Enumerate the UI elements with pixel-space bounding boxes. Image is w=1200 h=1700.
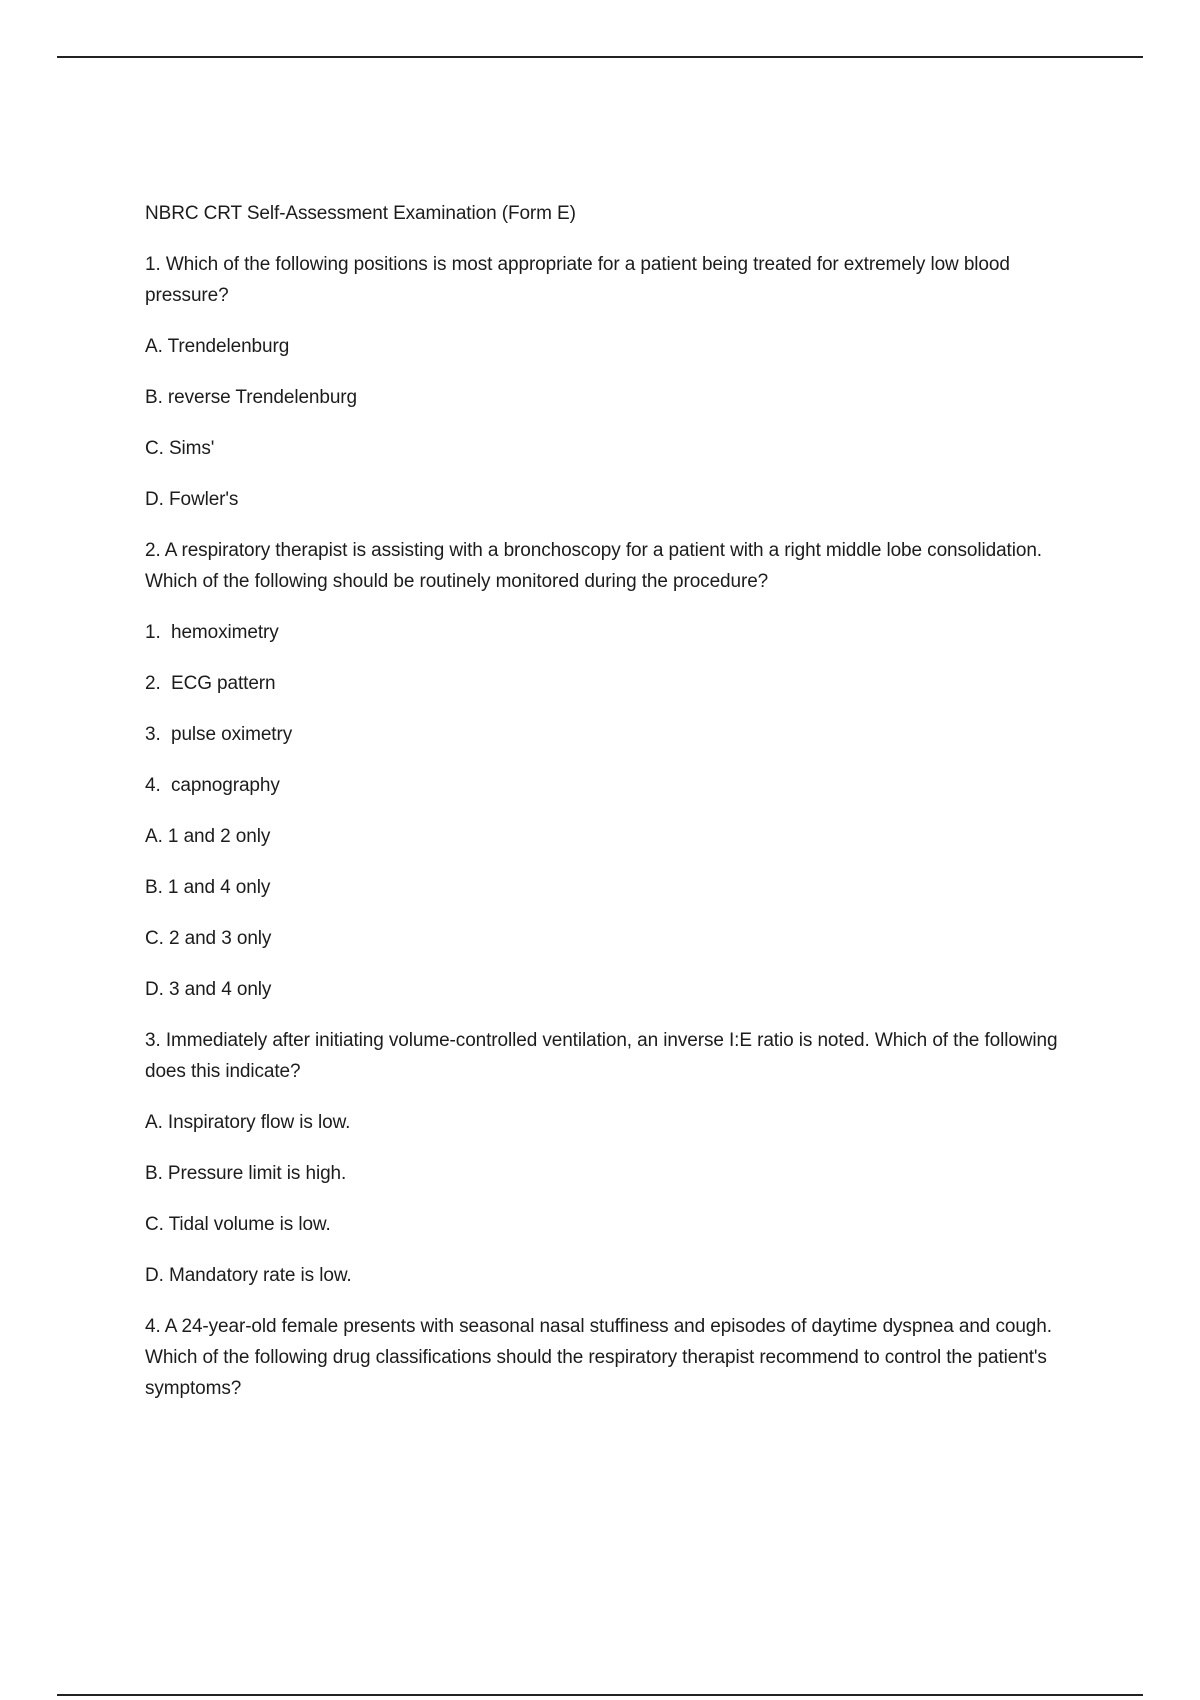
- question-2-item-3: [145, 719, 1095, 750]
- header-rule: [57, 56, 1143, 58]
- question-2-item-4: [145, 770, 1095, 801]
- question-4-stem: 4. A 24-year-old female presents with seasonal nasal stuffiness and episodes of daytime dyspnea and cough. Which of the following drug classifications should the respiratory therapist recommend to control the patient's symptoms?: [145, 1316, 1052, 1399]
- exam-title: NBRC CRT Self-Assessment Examination (Form E): [145, 203, 576, 224]
- question-1-option-b: B. reverse Trendelenburg: [145, 387, 357, 408]
- question-1-option-c: C. Sims': [145, 438, 215, 459]
- item-number: 3.: [145, 724, 161, 745]
- question-2-option-d: D. 3 and 4 only: [145, 979, 272, 1000]
- question-1-stem: 1. Which of the following positions is most appropriate for a patient being treated for extremely low blood pressure?: [145, 254, 1010, 306]
- question-2-option-a: A. 1 and 2 only: [145, 826, 271, 847]
- item-text: pulse oximetry: [171, 724, 293, 745]
- question-3-stem: 3. Immediately after initiating volume-controlled ventilation, an inverse I:E ratio is noted. Which of the following does this indicate?: [145, 1030, 1058, 1082]
- footer-rule: [57, 1694, 1143, 1696]
- item-number: 1.: [145, 622, 161, 643]
- item-number: 2.: [145, 673, 161, 694]
- item-text: ECG pattern: [171, 673, 276, 694]
- question-3-option-c: C. Tidal volume is low.: [145, 1214, 331, 1235]
- question-2-option-b: B. 1 and 4 only: [145, 877, 271, 898]
- question-2-item-2: [145, 668, 1095, 699]
- document-body: [145, 198, 1095, 1424]
- question-2-stem: 2. A respiratory therapist is assisting with a bronchoscopy for a patient with a right middle lobe consolidation. Which of the following should be routinely monitored during the procedure?: [145, 540, 1042, 592]
- item-text: hemoximetry: [171, 622, 279, 643]
- item-number: 4.: [145, 775, 161, 796]
- question-3-option-b: B. Pressure limit is high.: [145, 1163, 347, 1184]
- question-1-option-a: A. Trendelenburg: [145, 336, 290, 357]
- question-1-option-d: D. Fowler's: [145, 489, 239, 510]
- item-text: capnography: [171, 775, 280, 796]
- question-3-option-d: D. Mandatory rate is low.: [145, 1265, 352, 1286]
- question-3-option-a: A. Inspiratory flow is low.: [145, 1112, 351, 1133]
- question-2-option-c: C. 2 and 3 only: [145, 928, 272, 949]
- question-2-item-1: [145, 617, 1095, 648]
